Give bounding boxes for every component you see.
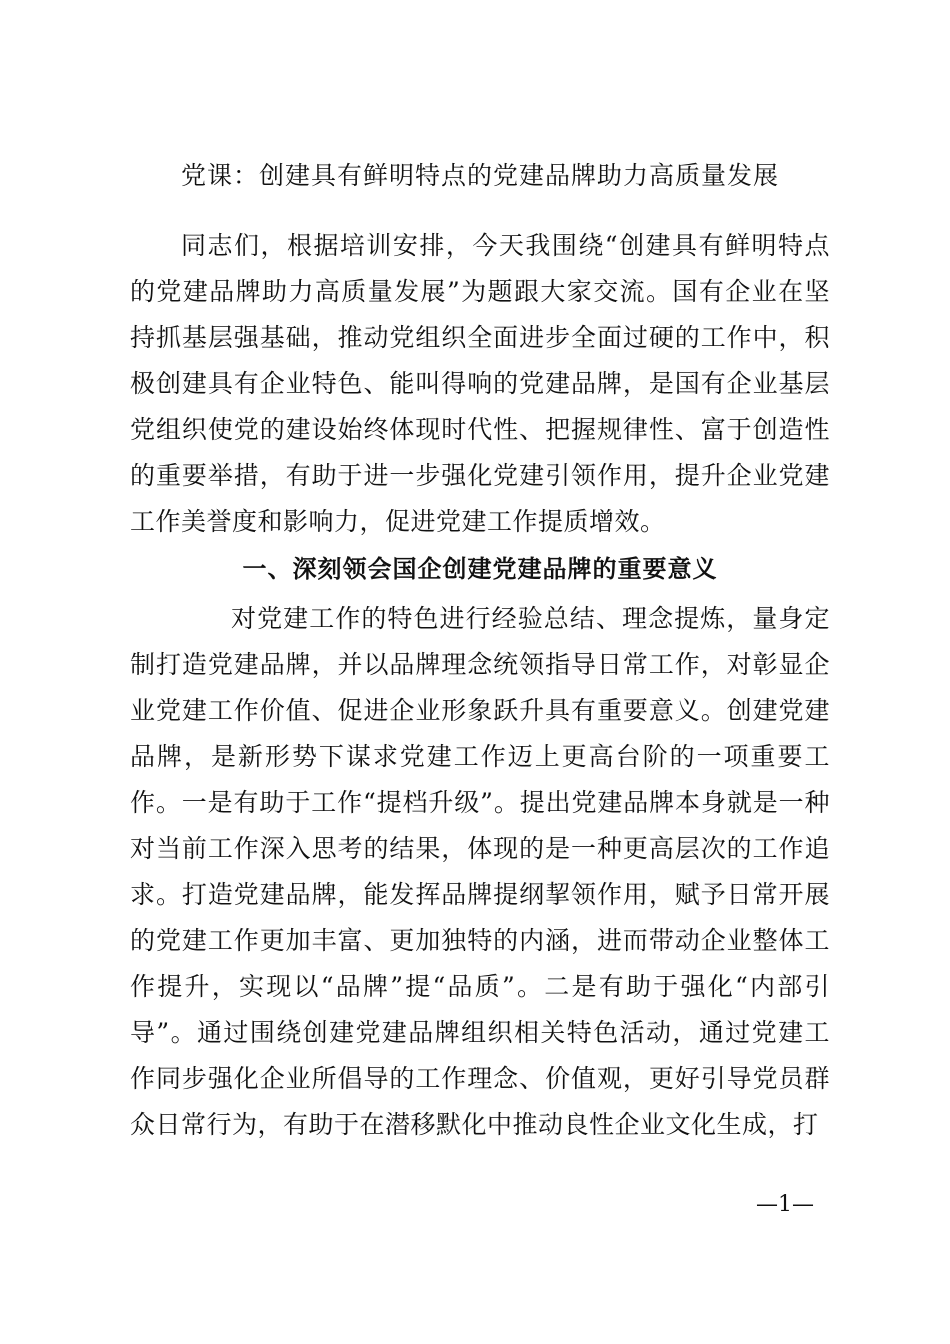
section-heading: 一、深刻领会国企创建党建品牌的重要意义 <box>242 555 718 583</box>
section-paragraph: 对党建工作的特色进行经验总结、理念提炼，量身定制打造党建品牌，并以品牌理念统领指导日常工作，对彰显企业党建工作价值、促进企业形象跃升具有重要意义。创建党建品牌，是新形势下谋求党建工作迈上更高台阶的一项重要工作。一是有助于工作“提档升级”。提出党建品牌本身就是一种对当前工作深入思考的结果，体现的是一种更高层次的工作追求。打造党建品牌，能发挥品牌提纲挈领作用，赋予日常开展的党建工作更加丰富、更加独特的内涵，进而带动企业整体工作提升，实现以“品牌”提“品质”。二是有助于强化“内部引导”。通过围绕创建党建品牌组织相关特色活动，通过党建工作同步强化企业所倡导的工作理念、价值观，更好引导党员群众日常行为，有助于在潜移默化中推动良性企业文化生成，打 <box>130 604 830 1139</box>
intro-paragraph: 同志们，根据培训安排，今天我围绕“创建具有鲜明特点的党建品牌助力高质量发展”为题跟大家交流。国有企业在坚持抓基层强基础，推动党组织全面进步全面过硬的工作中，积极创建具有企业特色、能叫得响的党建品牌，是国有企业基层党组织使党的建设始终体现时代性、把握规律性、富于创造性的重要举措，有助于进一步强化党建引领作用，提升企业党建工作美誉度和影响力，促进党建工作提质增效。 <box>130 231 830 536</box>
page-number: —1— <box>756 1192 814 1217</box>
document-title: 党课：创建具有鲜明特点的党建品牌助力高质量发展 <box>180 161 779 190</box>
